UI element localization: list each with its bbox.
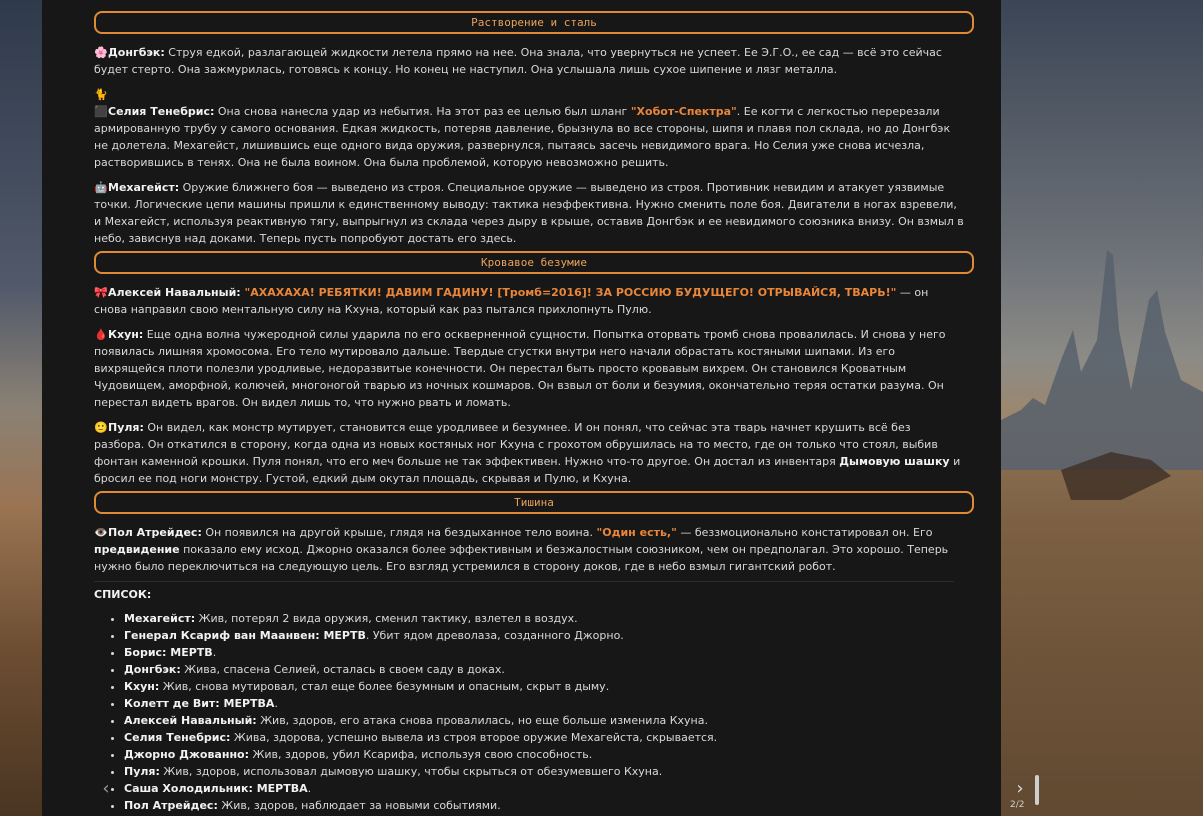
character-name: Борис: (124, 646, 167, 659)
character-status: . (307, 782, 312, 795)
emphasis-text: Дымовую шашку (839, 455, 950, 468)
emphasis-text: предвидение (94, 543, 180, 556)
ruined-city-silhouette (1001, 0, 1203, 816)
dead-status: МЕРТВА (219, 697, 275, 710)
status-list (94, 610, 964, 814)
character-name: Пол Атрейдес: (124, 799, 218, 812)
list-item (124, 695, 964, 712)
character-name: Донгбэк: (124, 663, 181, 676)
character-status: . Убит ядом древолаза, созданного Джорно. (365, 629, 624, 642)
dead-status: МЕРТВ (166, 646, 213, 659)
dead-status: МЕРТВА (252, 782, 308, 795)
scrollbar-thumb[interactable] (1035, 775, 1039, 805)
paragraph-text: Она снова нанесла удар из небытия. На этот раз ее целью был шланг (214, 105, 631, 118)
list-title: СПИСОК: (94, 588, 152, 601)
character-name: Кхун: (124, 680, 160, 693)
story-paragraph (94, 524, 964, 575)
speaker-name: Селия Тенебрис: (108, 105, 215, 118)
scene-title-box: Тишина (94, 491, 974, 514)
character-name: Саша Холодильник: (124, 782, 253, 795)
list-item (124, 797, 964, 814)
list-item (124, 729, 964, 746)
paragraph-text: — беззмоционально констатировал он. Его (676, 526, 933, 539)
character-name: Селия Тенебрис: (124, 731, 231, 744)
story-paragraph (94, 284, 964, 318)
paragraph-text: Оружие ближнего боя — выведено из строя. Специальное оружие — выведено из строя. Противник невидим и атакует уязвимые точки. Логические цепи машины пришли к единственному выводу: тактика неэффективна. Нужно сменить поле боя. Двигатели в ногах взревели, и Мехагейст, используя реактивную тягу, выпрыгнул из склада через дыру в крыше, оставив Донгбэк и ее невидимого союзника внизу. Он взмыл в небо, зависнув над доками. Теперь пусть попробуют достать его здесь. (94, 181, 964, 245)
list-item (124, 678, 964, 695)
paragraph-text: показало ему исход. Джорно оказался более эффективным и безжалостным союзником, чем он предполагал. Это хорошо. Теперь нужно было переключиться на следующую цель. Его взгляд устремился в сторону доков, где в небо взмыл гигантский робот. (94, 543, 949, 573)
list-item (124, 661, 964, 678)
character-status: Жива, здорова, успешно вывела из строя второе оружие Мехагейста, скрывается. (230, 731, 718, 744)
story-paragraph (94, 179, 964, 247)
paragraph-text: Он появился на другой крыше, глядя на бездыханное тело воина. (201, 526, 597, 539)
dialogue-quote: "Один есть," (596, 526, 677, 539)
paragraph-text: . Ее когти с легкостью перерезали армированную трубу у самого основания. Едкая жидкость, потеряв давление, брызнула во все стороны, шипя и плавя пол склада, но до Донгбэк не долетела. Мехагейст, лишившись еще одного вида оружия, развернулся, пытаясь засечь невидимого врага. Но Селия уже снова исчезла, растворившись в тенях. Она не была воином. Она была проблемой, которую невозможно решить. (94, 105, 951, 169)
list-item (124, 644, 964, 661)
list-item (124, 763, 964, 780)
divider (94, 581, 954, 582)
speaker-name: Пол Атрейдес: (108, 526, 202, 539)
message-content (94, 0, 964, 814)
character-status: Жива, спасена Селией, осталась в своем саду в доках. (180, 663, 505, 676)
ribbon-icon: 🎀 (94, 286, 108, 299)
character-status: . (274, 697, 278, 710)
smile-icon: 🙂 (94, 421, 108, 434)
previous-page-button[interactable]: ‹ (102, 778, 110, 799)
chat-message-panel (42, 0, 1025, 816)
list-item (124, 712, 964, 729)
character-name: Алексей Навальный: (124, 714, 257, 727)
character-name: Колетт де Вит: (124, 697, 220, 710)
eye-icon: 👁️ (94, 526, 108, 539)
flower-icon: 🌸 (94, 46, 108, 59)
speaker-name: Пуля: (108, 421, 144, 434)
speaker-name: Донгбэк: (108, 46, 165, 59)
background-scenery-right (1001, 0, 1203, 816)
list-item (124, 780, 964, 797)
paragraph-text: и бросил ее под ноги монстру. Густой, едкий дым окутал площадь, скрывая и Пулю, и Кхуна. (94, 455, 961, 485)
dead-status: МЕРТВ (319, 629, 366, 642)
speaker-name: Мехагейст: (108, 181, 180, 194)
character-status: . (212, 646, 217, 659)
character-name: Генерал Ксариф ван Маанвен: (124, 629, 320, 642)
page-counter: 2/2 (1010, 800, 1025, 810)
character-status: Жив, здоров, убил Ксарифа, используя свою способность. (249, 748, 593, 761)
paragraph-text: Он видел, как монстр мутирует, становится еще уродливее и безумнее. И он понял, что сейчас эта тварь начнет крушить всё без разбора. Он откатился в сторону, когда одна из новых костяных ног Кхуна с грохотом обрушилась на то место, где он только что стоял, выбив фонтан каменной крошки. Пуля понял, что его меч больше не так эффективен. Нужно что-то другое. Он достал из инвентаря (94, 421, 938, 468)
character-name: Пуля: (124, 765, 160, 778)
background-scenery-left (0, 0, 42, 816)
story-paragraph (94, 326, 964, 411)
character-name: Джорно Джованно: (124, 748, 250, 761)
paragraph-text: — он снова направил свою ментальную силу на Кхуна, который как раз пытался прихлопнуть Пулю. (94, 286, 929, 316)
robot-icon: 🤖 (94, 181, 108, 194)
list-item (124, 610, 964, 627)
character-status: Жив, потерял 2 вида оружия, сменил тактику, взлетел в воздух. (195, 612, 578, 625)
character-status: Жив, здоров, его атака снова провалилась, но еще больше изменила Кхуна. (256, 714, 708, 727)
dialogue-quote: "Хобот-Спектра" (630, 105, 737, 118)
story-paragraph (94, 419, 964, 487)
scene-title-box: Растворение и сталь (94, 11, 974, 34)
speaker-name: Алексей Навальный: (108, 286, 241, 299)
list-item (124, 746, 964, 763)
list-item (124, 627, 964, 644)
speaker-name: Кхун: (108, 328, 144, 341)
paragraph-text: Еще одна волна чужеродной силы ударила по его оскверненной сущности. Попытка оторвать тромб снова провалилась. И снова у него появилась лишняя хромосома. Его тело мутировало дальше. Твердые сгустки внутри него начали обрастать костяными шипами. Из его вихрящейся плоти полезли уродливые, недоразвитые конечности. Он перестал быть просто кровавым вихрем. Он становился Кроватным Чудовищем, аморфной, колючей, многоногой тварью из ночных кошмаров. Он взвыл от боли и безумия, окончательно теряя остатки разума. Он перестал видеть врагов. Он видел лишь то, что нужно рвать и ломать. (94, 328, 946, 409)
dialogue-quote: "АХАХАХА! РЕБЯТКИ! ДАВИМ ГАДИНУ! [Тромб=2016]! ЗА РОССИЮ БУДУЩЕГО! ОТРЫВАЙСЯ, ТВАРЬ!" (240, 286, 897, 299)
story-paragraph (94, 44, 964, 78)
scene-title-box: Кровавое безумие (94, 251, 974, 274)
blood-drop-icon: 🩸 (94, 328, 108, 341)
character-name: Мехагейст: (124, 612, 196, 625)
next-page-button[interactable]: › (1016, 778, 1024, 799)
story-paragraph (94, 86, 964, 171)
paragraph-text: Струя едкой, разлагающей жидкости летела прямо на нее. Она знала, что увернуться не успеет. Ее Э.Г.О., ее сад — всё это сейчас будет стерто. Она зажмурилась, готовясь к концу. Но конец не наступил. Она услышала лишь сухое шипение и лязг металла. (94, 46, 942, 76)
character-status: Жив, здоров, наблюдает за новыми событиями. (217, 799, 501, 812)
character-status: Жив, здоров, использовал дымовую шашку, чтобы скрыться от обезумевшего Кхуна. (159, 765, 663, 778)
character-status: Жив, снова мутировал, стал еще более безумным и опасным, скрыт в дыму. (159, 680, 610, 693)
cat-icon: 🐈⬛ (94, 88, 108, 118)
